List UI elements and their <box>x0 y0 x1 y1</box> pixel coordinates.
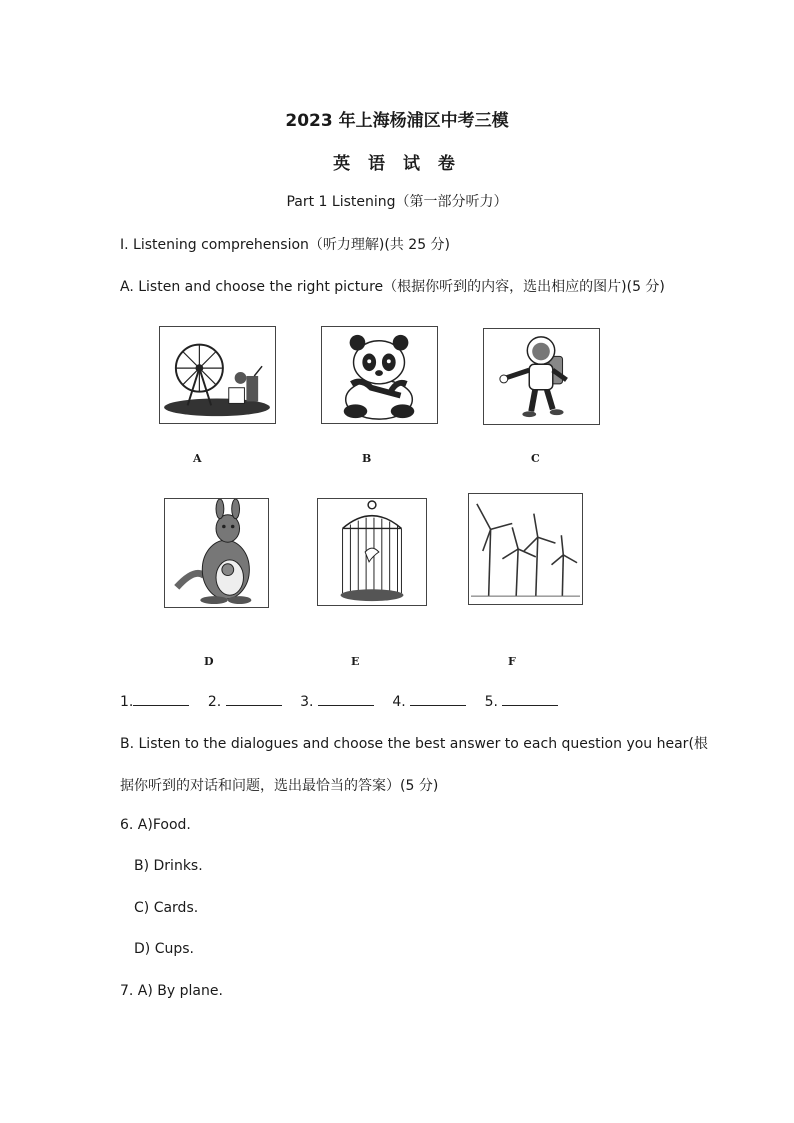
part-b-instruction-line-2: 据你听到的对话和问题，选出最恰当的答案）(5 分) <box>120 778 439 794</box>
answer-blank[interactable] <box>226 692 282 706</box>
answer-1[interactable] <box>120 692 203 710</box>
answer-3[interactable] <box>300 692 388 710</box>
ferris-wheel-icon <box>160 327 275 423</box>
answer-number: 2. <box>207 694 222 710</box>
ferris-wheel-picture <box>159 326 276 424</box>
birdcage-picture <box>317 498 427 606</box>
astronaut-picture <box>483 328 600 425</box>
kangaroo-icon <box>165 499 268 607</box>
answer-blank[interactable] <box>410 692 466 706</box>
answer-blank[interactable] <box>133 692 189 706</box>
answer-number: 5. <box>484 694 498 710</box>
panda-picture <box>321 326 438 424</box>
answer-number: 1. <box>120 694 134 710</box>
kangaroo-picture <box>164 498 269 608</box>
panda-icon <box>322 327 437 423</box>
answer-4[interactable] <box>392 692 480 710</box>
question-6-option-a: 6. A)Food. <box>120 817 191 833</box>
answer-5[interactable] <box>485 692 573 710</box>
picture-label-d: D <box>204 655 214 668</box>
picture-label-a: A <box>193 452 202 465</box>
part-b-instruction-line-1: B. Listen to the dialogues and choose the best answer to each question you hear(根 <box>120 736 708 752</box>
question-7-option-a: 7. A) By plane. <box>120 983 223 999</box>
birdcage-icon <box>318 499 426 605</box>
picture-label-e: E <box>351 655 360 668</box>
answer-2[interactable] <box>208 692 296 710</box>
astronaut-icon <box>484 329 599 424</box>
picture-label-f: F <box>508 655 516 668</box>
exam-subject: 英 语 试 卷 <box>333 154 461 174</box>
question-6-option-c: C) Cards. <box>134 900 199 916</box>
answer-blank[interactable] <box>318 692 374 706</box>
answer-row <box>120 692 572 710</box>
question-6-option-b: B) Drinks. <box>134 858 203 874</box>
answer-number: 4. <box>392 694 406 710</box>
part-heading: Part 1 Listening（第一部分听力） <box>286 194 508 210</box>
picture-label-b: B <box>362 452 372 465</box>
wind-turbines-icon <box>469 494 582 604</box>
part-a-instruction: A. Listen and choose the right picture（根据你听到的内容，选出相应的图片)(5 分) <box>120 279 665 295</box>
section-heading: I. Listening comprehension（听力理解)(共 25 分) <box>120 237 451 253</box>
wind-turbines-picture <box>468 493 583 605</box>
picture-label-c: C <box>531 452 540 465</box>
question-6-option-d: D) Cups. <box>134 941 194 957</box>
answer-blank[interactable] <box>502 692 558 706</box>
answer-number: 3. <box>300 694 314 710</box>
exam-title: 2023 年上海杨浦区中考三模 <box>285 111 509 131</box>
